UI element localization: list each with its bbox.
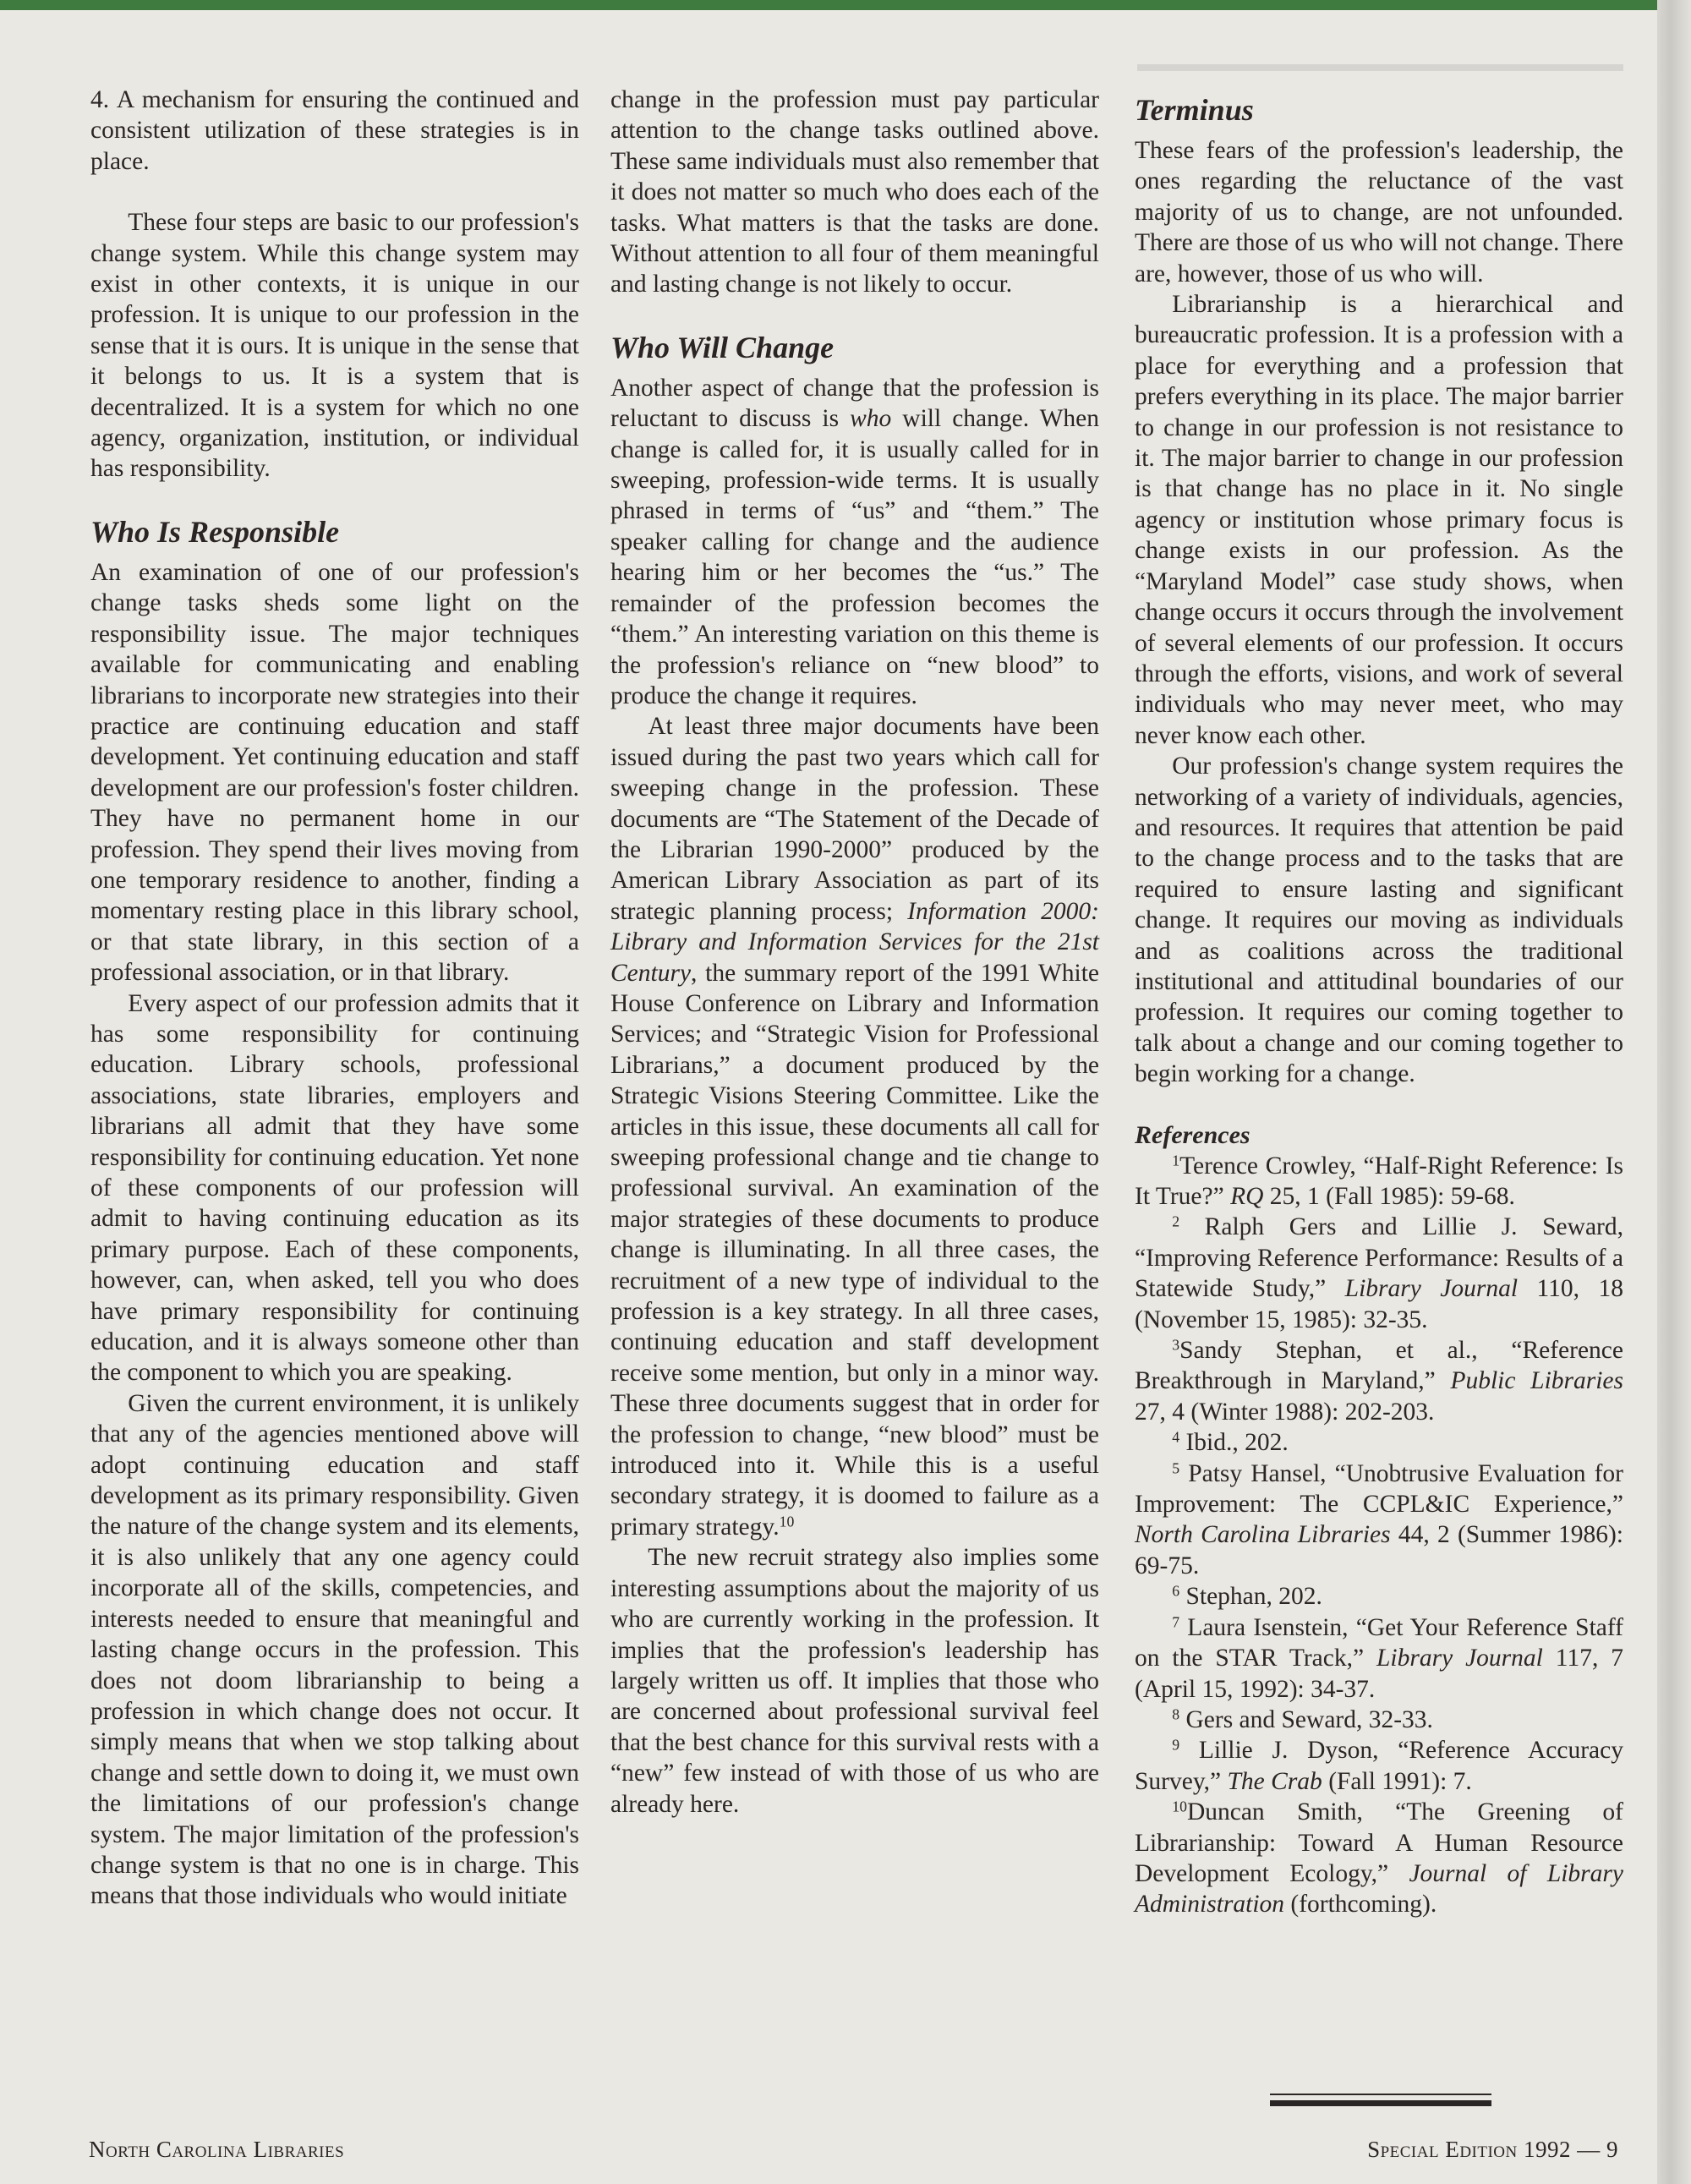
page-edge xyxy=(1657,0,1691,2184)
reference-source: North Carolina Libraries xyxy=(1135,1521,1391,1549)
references-list xyxy=(1135,1151,1623,1920)
section-heading: Terminus xyxy=(1135,93,1254,127)
reference-text: Ibid., 202. xyxy=(1179,1429,1289,1457)
section-heading: Who Is Responsible xyxy=(90,514,340,549)
reference-source: Library Journal xyxy=(1376,1645,1543,1672)
paragraph xyxy=(610,373,1099,711)
reference-item xyxy=(1135,1212,1623,1335)
text: Another aspect of change that the profession is reluctant to discuss is xyxy=(610,374,1099,433)
reference-text: Gers and Seward, 32-33. xyxy=(1179,1705,1433,1733)
reference-text: Sandy Stephan, et al., “Reference Breakthrough in Maryland,” xyxy=(1135,1337,1623,1395)
text: At least three major documents have been issued during the past two years which call for sweeping change in the profession. These documents are “The Statement of the Decade of the Librarian 1990-2000” produced by the American Library Association as part of its strategic planning process; xyxy=(610,713,1099,925)
paragraph: These four steps are basic to our profession's change system. While this change system may exist in other contexts, it is unique in our profession. It is unique to our profession in the sense that it is ours. It is unique in the sense that it belongs to us. It is a system that is decentralized. It is a system for which no one agency, organization, institution, or individual has responsibility. xyxy=(90,209,579,483)
reference-text: Stephan, 202. xyxy=(1179,1583,1322,1611)
reference-details: 25, 1 (Fall 1985): 59-68. xyxy=(1263,1183,1515,1210)
reference-details: 110, 18 (November 15, 1985): 32-35. xyxy=(1135,1275,1623,1333)
paragraph: Librarianship is a hierarchical and bureaucratic profession. It is a profession with a place for everything and a profession that prefers everything in its place. The major barrier to change in our profession is not resistance to it. The major barrier to change in our profession is that change has no place in it. No single agency or institution whose primary focus is change exists in our profession. As the “Maryland Model” case study shows, when change occurs it occurs through the involvement of several elements of our profession. It occurs through the efforts, visions, and work of several individuals who may never meet, who may never know each other. xyxy=(1135,291,1623,749)
reference-details: 44, 2 (Summer 1986): 69-75. xyxy=(1135,1521,1624,1579)
end-rule-thin xyxy=(1270,2094,1491,2095)
reference-item xyxy=(1135,1459,1623,1582)
text: , the summary report of the 1991 White House Conference on Library and Information Services; and “Strategic Vision for Professional Librarians,” a document produced by the Strategic Visions Steering Committee. Like the articles in this issue, these documents all call for sweeping professional change and tie change to professional survival. An examination of the major strategies of these documents to produce change is illuminating. In all three cases, the recruitment of a new type of individual to the profession is a key strategy. In all three cases, continuing education and staff development receive some mention, but only in a minor way. These three documents suggest that in order for the profession to change, “new blood” must be introduced into it. While this is a useful secondary strategy, it is doomed to failure as a primary strategy. xyxy=(610,959,1099,1541)
references-heading: References xyxy=(1135,1120,1250,1149)
reference-details: (forthcoming). xyxy=(1284,1891,1437,1919)
footnote-number: 10 xyxy=(1172,1798,1187,1815)
emphasis: who xyxy=(850,405,892,433)
paragraph: Our profession's change system requires the networking of a variety of individuals, agencies, and resources. It requires that attention be paid to the change process and to the tasks that are required to ensure lasting and significant change. It requires our moving as individuals and as coalitions across the traditional institutional and attitudinal boundaries of our profession. It requires our coming together to talk about a change and our coming together to begin working for a change. xyxy=(1135,753,1623,1088)
reference-item xyxy=(1135,1151,1623,1212)
paragraph: change in the profession must pay particular attention to the change tasks outlined above. These same individuals must also remember that it does not matter so much who does each of the tasks. What matters is that the tasks are done. Without attention to all four of them meaningful and lasting change is not likely to occur. xyxy=(610,86,1099,298)
paragraph: Every aspect of our profession admits that it has some responsibility for continuing education. Library schools, professional associations, state libraries, employers and librarians all admit that they have some responsibility for continuing education. Yet none of these components of our profession will admit to having continuing education as its primary purpose. Each of these components, however, can, when asked, tell you who does have primary responsibility for continuing education, and it is always someone other than the component to which you are speaking. xyxy=(90,989,579,1387)
reference-item xyxy=(1135,1705,1623,1735)
reference-details: 27, 4 (Winter 1988): 202-203. xyxy=(1135,1398,1435,1426)
paragraph: The new recruit strategy also implies some interesting assumptions about the majority of us who are currently working in the profession. It implies that the profession's leadership has largely written us off. It implies that those who are concerned about professional survival feel that the best chance for this survival rests with a “new” few instead of with those of us who are already here. xyxy=(610,1544,1099,1818)
reference-details: 117, 7 (April 15, 1992): 34-37. xyxy=(1135,1645,1624,1703)
reference-source: Library Journal xyxy=(1344,1275,1519,1303)
column-3 xyxy=(1135,85,1623,1920)
reference-source: RQ xyxy=(1230,1183,1264,1210)
reference-source: Journal of Library Administration xyxy=(1135,1859,1623,1919)
footnote-number: 4 xyxy=(1172,1428,1180,1446)
reference-source: Public Libraries xyxy=(1450,1367,1624,1395)
column-1 xyxy=(90,85,579,1912)
footnote-number: 2 xyxy=(1172,1212,1180,1230)
reference-text: Duncan Smith, “The Greening of Librarianship: Toward A Human Resource Development Ecology,” xyxy=(1135,1798,1623,1887)
reference-text: Laura Isenstein, “Get Your Reference Staff on the STAR Track,” xyxy=(1135,1613,1623,1672)
footnote-number: 5 xyxy=(1172,1459,1180,1476)
section-heading: Who Will Change xyxy=(610,330,835,364)
reference-text: Lillie J. Dyson, “Reference Accuracy Survey,” xyxy=(1135,1737,1623,1795)
reference-details: (Fall 1991): 7. xyxy=(1322,1767,1472,1795)
footnote-marker: 10 xyxy=(779,1513,795,1530)
footnote-number: 3 xyxy=(1172,1336,1180,1354)
footnote-number: 7 xyxy=(1172,1612,1180,1630)
list-item-4: 4. A mechanism for ensuring the continued and consistent utilization of these strategies is in place. xyxy=(90,86,579,175)
footer-page-number: Special Edition 1992 — 9 xyxy=(1367,2137,1618,2162)
footnote-number: 6 xyxy=(1172,1582,1180,1600)
reference-item xyxy=(1135,1612,1623,1705)
reference-text: Terence Crowley, “Half-Right Reference: Is It True?” xyxy=(1135,1152,1623,1210)
paragraph: These fears of the profession's leadership, the ones regarding the reluctance of the vast majority of us to change, are not unfounded. There are those of us who will not change. There are, however, those of us who will. xyxy=(1135,137,1623,287)
reference-item xyxy=(1135,1581,1623,1612)
reference-item xyxy=(1135,1797,1623,1920)
reference-item xyxy=(1135,1427,1623,1458)
top-green-strip xyxy=(0,0,1691,10)
paragraph xyxy=(610,711,1099,1542)
reference-text: Ralph Gers and Lillie J. Seward, “Improving Reference Performance: Results of a Statewide Study,” xyxy=(1135,1213,1623,1303)
text: will change. When change is called for, it is usually called for in sweeping, profession-wide terms. It is usually phrased in terms of “us” and “them.” The speaker calling for change and the audience hearing him or her becomes the “us.” The remainder of the profession becomes the “them.” An interesting variation on this theme is the profession's reliance on “new blood” to produce the change it requires. xyxy=(610,405,1100,709)
end-rule-thick xyxy=(1270,2100,1491,2106)
footer-publication: North Carolina Libraries xyxy=(89,2137,345,2162)
footnote-number: 1 xyxy=(1172,1151,1180,1169)
column-2 xyxy=(610,85,1099,1820)
reference-item xyxy=(1135,1335,1623,1427)
paragraph: Given the current environment, it is unlikely that any of the agencies mentioned above will adopt continuing education and staff development as its primary responsibility. Given the nature of the change system and its elements, it is also unlikely that any one agency could incorporate all of the skills, competencies, and interests needed to ensure that meaningful and lasting change occurs in the profession. This does not doom librarianship to being a profession in which change does not occur. It simply means that when we stop talking about change and settle down to doing it, we must own the limitations of our profession's change system. The major limitation of the profession's change system is that no one is in charge. This means that those individuals who would initiate xyxy=(90,1389,579,1910)
reference-text: Patsy Hansel, “Unobtrusive Evaluation for Improvement: The CCPL&IC Experience,” xyxy=(1135,1459,1623,1519)
reference-item xyxy=(1135,1735,1623,1797)
top-rule xyxy=(1137,64,1623,71)
paragraph: An examination of one of our profession's change tasks sheds some light on the responsibility issue. The major techniques available for communicating and enabling librarians to incorporate new strategies into their practice are continuing education and staff development. Yet continuing education and staff development are our profession's foster children. They have no permanent home in our profession. They spend their lives moving from one temporary residence to another, finding a momentary resting place in this library school, or that state library, in this section of a professional association, or in that library. xyxy=(90,558,579,987)
footnote-number: 9 xyxy=(1172,1736,1180,1754)
reference-source: The Crab xyxy=(1227,1767,1322,1795)
footnote-number: 8 xyxy=(1172,1705,1180,1723)
document-title: Information 2000: Library and Information Services for the 21st Century xyxy=(610,897,1099,987)
